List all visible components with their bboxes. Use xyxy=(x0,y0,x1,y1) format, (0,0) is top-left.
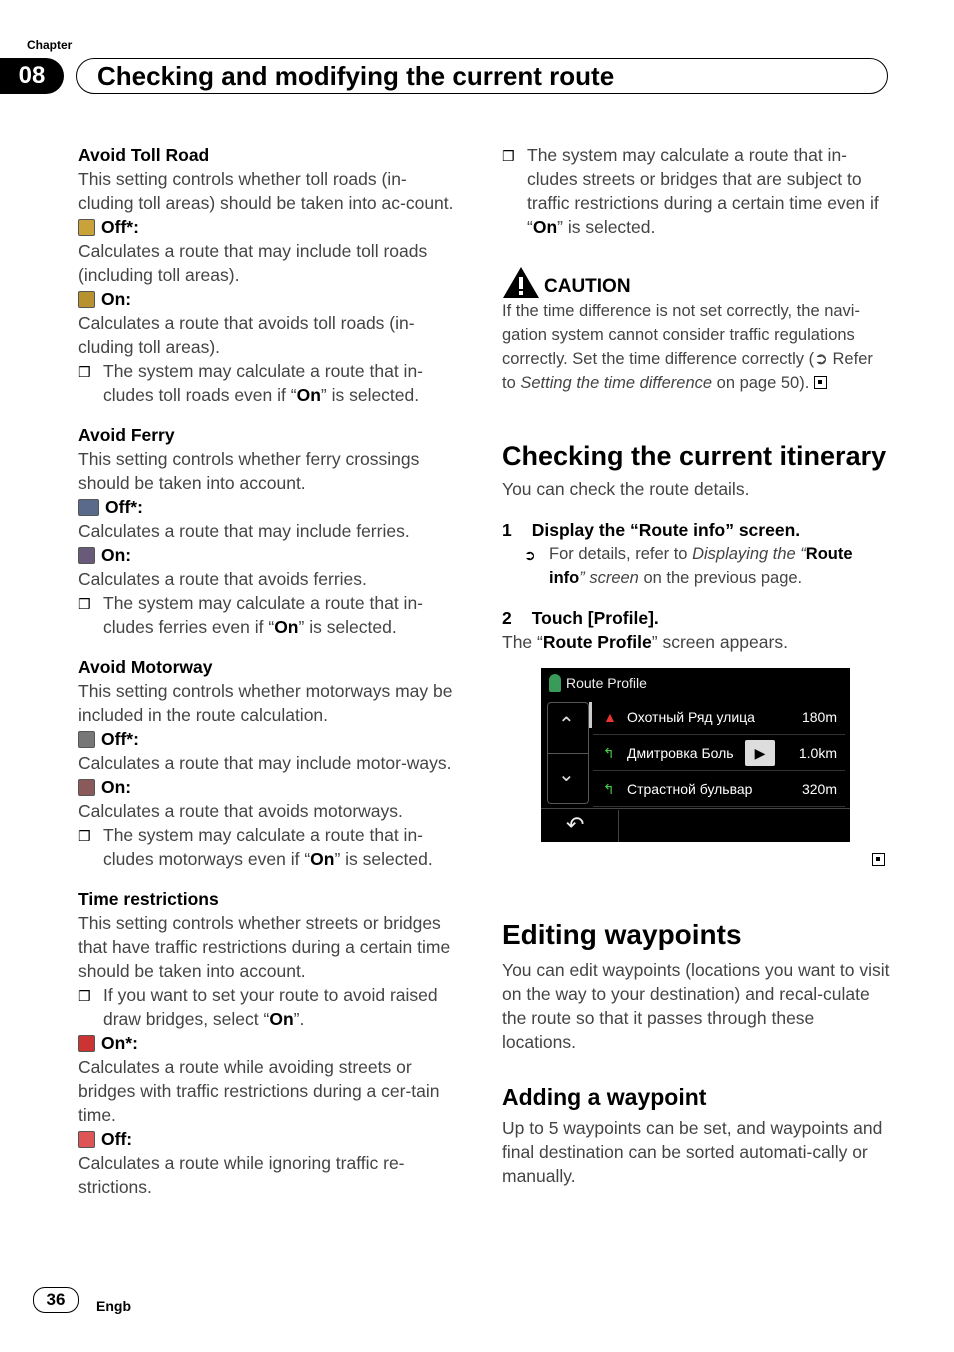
time-note-end: ”. xyxy=(293,1009,305,1029)
step-1-detail-end: on the previous page. xyxy=(638,569,803,587)
ferry-desc: This setting controls whether ferry crossings should be taken into account. xyxy=(78,449,420,493)
turn-left-icon: ↰ xyxy=(603,745,615,761)
toll-road-icon xyxy=(78,219,95,236)
scroll-down-icon[interactable]: ⌄ xyxy=(558,764,575,786)
step-2 xyxy=(502,606,890,630)
step-1-number: 1 xyxy=(502,520,512,540)
chapter-title-box xyxy=(76,58,888,94)
arrow-icon: ➲ xyxy=(524,547,536,563)
toll-heading: Avoid Toll Road xyxy=(78,145,210,165)
step-1-detail-bold: Route info xyxy=(549,545,853,587)
motorway-icon xyxy=(78,731,95,748)
motorway-on-option xyxy=(78,775,460,799)
ferry-icon xyxy=(78,499,99,516)
toll-off-label: Off*: xyxy=(101,217,139,237)
traffic-note-end: ” is selected. xyxy=(557,217,656,237)
adding-desc: Up to 5 waypoints can be set, and waypoints and final destination can be sorted automati-cally or manually. xyxy=(502,1118,883,1186)
route-row-street: Страстной бульвар xyxy=(627,781,753,797)
motorway-heading: Avoid Motorway xyxy=(78,657,213,677)
time-note-text: If you want to set your route to avoid raised draw bridges, select “ xyxy=(103,985,438,1029)
scroll-up-icon[interactable]: ⌃ xyxy=(558,714,575,736)
waypoints-section xyxy=(502,918,890,1188)
step-1-detail-text: For details, refer to xyxy=(549,545,693,563)
time-on-option xyxy=(78,1031,460,1055)
time-off-option xyxy=(78,1127,460,1151)
time-on-desc: Calculates a route while avoiding streets or bridges with traffic restrictions during a cer-tain time. xyxy=(78,1057,440,1125)
toll-road-avoid-icon xyxy=(78,291,95,308)
motorway-off-label: Off*: xyxy=(101,729,139,749)
scroll-panel xyxy=(547,702,589,804)
itinerary-heading: Checking the current itinerary xyxy=(502,441,887,471)
toll-note-on: On xyxy=(296,385,321,405)
ferry-off-label: Off*: xyxy=(105,497,143,517)
motorway-on-desc: Calculates a route that avoids motorways. xyxy=(78,801,403,821)
motorway-on-label: On: xyxy=(101,777,132,797)
adding-heading: Adding a waypoint xyxy=(502,1084,707,1110)
chapter-title: Checking and modifying the current route xyxy=(97,61,615,91)
ferry-on-desc: Calculates a route that avoids ferries. xyxy=(78,569,367,589)
page-number: 36 xyxy=(33,1287,79,1313)
toll-off-desc: Calculates a route that may include toll roads (including toll areas). xyxy=(78,241,428,285)
route-row-2[interactable] xyxy=(593,736,845,771)
waypoints-heading: Editing waypoints xyxy=(502,919,742,950)
step-2-number: 2 xyxy=(502,608,512,628)
start-arrow-icon: ▲ xyxy=(603,709,617,725)
time-traffic-note xyxy=(502,143,890,239)
toll-on-desc: Calculates a route that avoids toll roads (in-cluding toll areas). xyxy=(78,313,415,357)
toll-note-end: ” is selected. xyxy=(320,385,420,405)
time-off-label: Off: xyxy=(101,1129,133,1149)
caution-header xyxy=(502,265,890,299)
checkbox-bullet-icon: ❒ xyxy=(78,596,91,612)
route-row-street: Охотный Ряд улица xyxy=(627,709,755,725)
motorway-note-text: The system may calculate a route that in-cludes motorways even if “ xyxy=(103,825,423,869)
motorway-off-option xyxy=(78,727,460,751)
motorway-note-on: On xyxy=(310,849,335,869)
ferry-note-text: The system may calculate a route that in-cludes ferries even if “ xyxy=(103,593,423,637)
caution-link: Setting the time difference xyxy=(520,374,713,392)
toll-note xyxy=(78,359,460,407)
step-2-result-bold: Route Profile xyxy=(542,632,652,652)
arrow-icon: ➲ xyxy=(814,350,828,368)
motorway-note-end: ” is selected. xyxy=(334,849,433,869)
caution-text-2: Refer to xyxy=(502,350,873,392)
step-1 xyxy=(502,518,890,542)
step-2-result xyxy=(502,630,890,654)
route-row-3[interactable] xyxy=(593,772,845,807)
back-icon[interactable]: ↶ xyxy=(566,812,585,837)
route-row-1[interactable] xyxy=(593,700,845,735)
scroll-indicator xyxy=(589,702,592,728)
step-1-detail-italic: Displaying the “ xyxy=(692,545,806,563)
language-code: Engb xyxy=(96,1298,131,1314)
route-row-street: Дмитровка Боль xyxy=(627,745,734,761)
time-desc: This setting controls whether streets or bridges that have traffic restrictions during a certain time should be taken into account. xyxy=(78,913,451,981)
route-row-distance: 320m xyxy=(801,781,837,797)
motorway-note xyxy=(78,823,460,871)
play-button[interactable]: ▶ xyxy=(745,740,775,766)
ferry-note xyxy=(78,591,460,639)
itinerary-desc: You can check the route details. xyxy=(502,479,750,499)
caution-text-1: If the time difference is not set correctly, the navi-gation system cannot consider traffic regulations correctly. Set the time difference correctly ( xyxy=(502,302,860,368)
step-2-text: Touch [Profile]. xyxy=(531,608,659,628)
route-profile-screen xyxy=(541,668,850,842)
ferry-off-desc: Calculates a route that may include ferries. xyxy=(78,521,410,541)
right-column xyxy=(502,143,890,654)
motorway-avoid-icon xyxy=(78,779,95,796)
left-column xyxy=(78,143,460,1199)
waypoints-desc: You can edit waypoints (locations you want to visit on the way to your destination) and recal-culate the route so that it passes through these locations. xyxy=(502,960,890,1052)
step-1-detail xyxy=(502,542,890,590)
toll-on-option xyxy=(78,287,460,311)
screen-title: Route Profile xyxy=(566,675,647,691)
step-2-result-text: The “ xyxy=(502,632,543,652)
time-off-desc: Calculates a route while ignoring traffic re-strictions. xyxy=(78,1153,405,1197)
route-row-distance: 180m xyxy=(801,709,837,725)
ferry-note-end: ” is selected. xyxy=(298,617,397,637)
traffic-note-on: On xyxy=(532,217,558,237)
motorway-desc: This setting controls whether motorways may be included in the route calculation. xyxy=(78,681,453,725)
ferry-heading: Avoid Ferry xyxy=(78,425,175,445)
end-mark-icon xyxy=(872,853,885,866)
checkbox-bullet-icon: ❒ xyxy=(78,828,91,844)
checkbox-bullet-icon: ❒ xyxy=(502,148,515,164)
checkbox-bullet-icon: ❒ xyxy=(78,988,91,1004)
time-heading: Time restrictions xyxy=(78,889,219,909)
toll-on-label: On: xyxy=(101,289,132,309)
warning-icon xyxy=(502,265,540,299)
ferry-off-option xyxy=(78,495,460,519)
ferry-avoid-icon xyxy=(78,547,95,564)
step-1-text: Display the “Route info” screen. xyxy=(531,520,801,540)
caution-text-3: on page 50). xyxy=(712,374,810,392)
time-restriction-off-icon xyxy=(78,1131,95,1148)
time-note-on: On xyxy=(269,1009,294,1029)
time-note xyxy=(78,983,460,1031)
caution-title: CAUTION xyxy=(544,276,631,297)
turn-left-icon: ↰ xyxy=(603,781,615,797)
time-restriction-icon xyxy=(78,1035,95,1052)
ferry-on-label: On: xyxy=(101,545,132,565)
checkbox-bullet-icon: ❒ xyxy=(78,364,91,380)
chapter-label: Chapter xyxy=(27,38,73,52)
step-1-detail-italic-2: ” screen xyxy=(579,569,639,587)
screen-title-bar xyxy=(541,668,850,698)
time-on-label: On*: xyxy=(101,1033,138,1053)
motorway-off-desc: Calculates a route that may include motor-ways. xyxy=(78,753,452,773)
ferry-on-option xyxy=(78,543,460,567)
ferry-note-on: On xyxy=(274,617,299,637)
step-2-result-end: ” screen appears. xyxy=(651,632,788,652)
toll-desc: This setting controls whether toll roads (in-cluding toll areas) should be taken into ac-count. xyxy=(78,169,454,213)
chapter-number: 08 xyxy=(0,58,64,94)
toll-note-text: The system may calculate a route that in-cludes toll roads even if “ xyxy=(103,361,423,405)
end-mark-icon xyxy=(814,376,827,389)
caution-text xyxy=(502,299,890,395)
itinerary-end-mark xyxy=(872,852,885,870)
toll-off-option xyxy=(78,215,460,239)
route-row-distance: 1.0km xyxy=(798,745,837,761)
route-icon xyxy=(549,674,561,692)
traffic-note-text: The system may calculate a route that in-cludes streets or bridges that are subject to traffic restrictions during a certain time even if “ xyxy=(527,145,879,237)
